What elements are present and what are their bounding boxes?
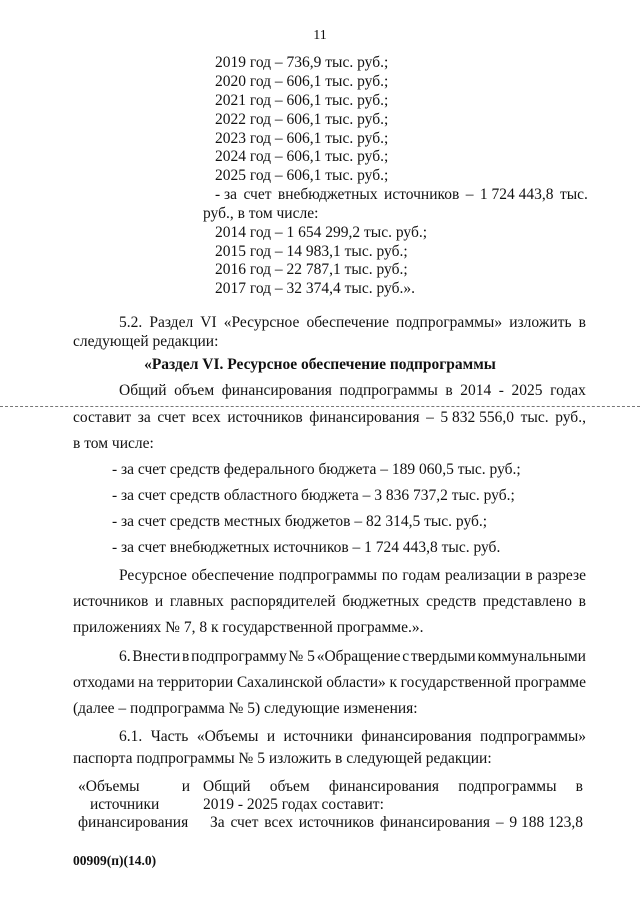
word: в <box>578 314 586 331</box>
word: разрезе <box>537 567 586 584</box>
item-6-line2 <box>73 674 586 692</box>
word: обеспечение <box>306 314 389 331</box>
word: Часть <box>150 728 189 745</box>
word: объем <box>269 778 310 795</box>
year-line: 2021 год – 606,1 тыс. руб.; <box>215 92 389 109</box>
word: «Обращение <box>316 648 401 665</box>
word: тыс. <box>520 409 549 426</box>
word: твердыми <box>410 648 476 665</box>
word: - за <box>215 186 238 203</box>
word: Сахалинской <box>236 674 323 691</box>
word: бюджетных <box>342 593 420 610</box>
word: финансирования <box>361 728 472 745</box>
extrabudget-continuation: руб., в том числе: <box>203 205 319 222</box>
word: подпрограммы <box>339 382 438 399</box>
source-line-extrabudget: - за счет внебюджетных источников – 1 724 443,8 тыс. руб. <box>112 539 501 556</box>
word: 5.2. <box>119 314 143 331</box>
resource-line2 <box>73 593 586 611</box>
word: Внести <box>132 648 181 665</box>
word: Раздел <box>149 314 194 331</box>
document-code: 00909(п)(14.0) <box>73 853 157 868</box>
table-right-line1 <box>203 778 583 796</box>
word: к <box>389 674 397 691</box>
word: коммунальными <box>477 648 586 665</box>
word: 6. <box>119 648 131 665</box>
word: - <box>498 382 504 399</box>
word: Общий <box>119 382 167 399</box>
item-6-1-line2: паспорта подпрограммы № 5 изложить в следующей редакции: <box>73 750 492 767</box>
total-line3: в том числе: <box>73 435 154 452</box>
year-line: 2022 год – 606,1 тыс. руб.; <box>215 111 389 128</box>
total-line1 <box>119 382 586 400</box>
word: средств <box>426 593 477 610</box>
word: в <box>578 593 586 610</box>
word: в <box>575 778 583 795</box>
word: – <box>465 186 474 203</box>
word: источники <box>283 728 353 745</box>
year-line: 2016 год – 22 787,1 тыс. руб.; <box>215 261 408 278</box>
word: подпрограмму <box>191 648 287 665</box>
year-line: 2017 год – 32 374,4 тыс. руб.». <box>215 280 415 297</box>
source-line-regional: - за счет средств областного бюджета – 3 836 737,2 тыс. руб.; <box>112 487 515 504</box>
word: реализации <box>444 567 521 584</box>
year-line: 2025 год – 606,1 тыс. руб.; <box>215 167 389 184</box>
word: территории <box>157 674 234 691</box>
word: за <box>137 409 151 426</box>
word: подпрограммы <box>458 778 557 795</box>
word: по <box>381 567 398 584</box>
word: финансирования <box>309 409 420 426</box>
word: обеспечение <box>191 567 275 584</box>
table-right-line3 <box>210 814 583 832</box>
word: «Объемы <box>78 778 140 795</box>
word: в <box>525 567 533 584</box>
word: – <box>495 814 504 831</box>
table-left-label-line1 <box>78 778 190 796</box>
word: № 5 <box>288 648 315 665</box>
table-right-line2: 2019 - 2025 годах составит: <box>203 796 384 813</box>
word: годам <box>402 567 441 584</box>
word: изложить <box>509 314 572 331</box>
word: 6.1. <box>119 728 143 745</box>
word: распорядителей <box>230 593 336 610</box>
word: годах <box>550 382 586 399</box>
word: 2025 <box>511 382 543 399</box>
section-title: «Раздел VI. Ресурсное обеспечение подпрограммы <box>144 356 496 373</box>
word: источников <box>384 186 460 203</box>
word: «Объемы <box>196 728 259 745</box>
word: финансирования <box>328 778 440 795</box>
year-line: 2019 год – 736,9 тыс. руб.; <box>215 54 389 71</box>
page-number: 11 <box>313 28 327 43</box>
word: 5 832 556,0 <box>440 409 515 426</box>
word: всех <box>264 814 293 831</box>
word: программе <box>514 674 586 691</box>
word: всех <box>192 409 221 426</box>
item-5-2-line1 <box>119 314 586 332</box>
word: подпрограммы» <box>479 728 586 745</box>
word: финансирования <box>221 382 332 399</box>
word: Ресурсное <box>119 567 187 584</box>
word: За <box>210 814 225 831</box>
source-line-federal: - за счет средств федерального бюджета – 189 060,5 тыс. руб.; <box>112 461 521 478</box>
word: счет <box>243 186 272 203</box>
resource-line1 <box>119 567 586 585</box>
extrabudget-line <box>215 186 588 204</box>
year-line: 2023 год – 606,1 тыс. руб.; <box>215 130 389 147</box>
word: главных <box>169 593 224 610</box>
word: представлено <box>482 593 572 610</box>
word: – <box>426 409 434 426</box>
word: подпрограммы <box>278 567 378 584</box>
word: составит <box>73 409 132 426</box>
word: в <box>445 382 453 399</box>
dashed-divider <box>0 406 640 407</box>
year-line: 2014 год – 1 654 299,2 тыс. руб.; <box>215 224 428 241</box>
word: финансирования <box>379 814 491 831</box>
word: тыс. <box>559 186 588 203</box>
year-line: 2020 год – 606,1 тыс. руб.; <box>215 73 389 90</box>
word: с <box>402 648 410 665</box>
word: Общий <box>203 778 251 795</box>
year-line: 2015 год – 14 983,1 тыс. руб.; <box>215 243 408 260</box>
year-line: 2024 год – 606,1 тыс. руб.; <box>215 148 389 165</box>
source-line-local: - за счет средств местных бюджетов – 82 314,5 тыс. руб.; <box>112 513 488 530</box>
word: источников <box>298 814 375 831</box>
word: 1 724 443,8 <box>479 186 554 203</box>
item-6-line1 <box>119 648 586 666</box>
word: и <box>154 593 164 610</box>
total-line2 <box>73 409 586 427</box>
word: VI <box>200 314 217 331</box>
word: государственной <box>400 674 512 691</box>
table-left-label-line2: источники <box>90 796 160 813</box>
item-6-1-line1 <box>119 728 586 746</box>
word: счет <box>157 409 186 426</box>
word: на <box>138 674 154 691</box>
item-6-line3: (далее – подпрограмма № 5) следующие изменения: <box>73 700 418 717</box>
word: 2014 <box>460 382 492 399</box>
word: объем <box>174 382 215 399</box>
word: источников <box>227 409 303 426</box>
word: 9 188 123,8 <box>509 814 583 831</box>
word: счет <box>230 814 259 831</box>
word: руб., <box>555 409 586 426</box>
word: «Ресурсное <box>223 314 300 331</box>
table-left-label-line3: финансирования <box>78 814 189 831</box>
item-5-2-line2: следующей редакции: <box>73 333 219 350</box>
word: и <box>181 778 190 795</box>
resource-line3: приложениях № 7, 8 к государственной программе.». <box>73 619 424 636</box>
word: источников <box>73 593 149 610</box>
word: внебюджетных <box>277 186 378 203</box>
word: подпрограммы» <box>396 314 503 331</box>
word: в <box>182 648 190 665</box>
word: области» <box>326 674 386 691</box>
word: и <box>266 728 276 745</box>
word: отходами <box>73 674 135 691</box>
